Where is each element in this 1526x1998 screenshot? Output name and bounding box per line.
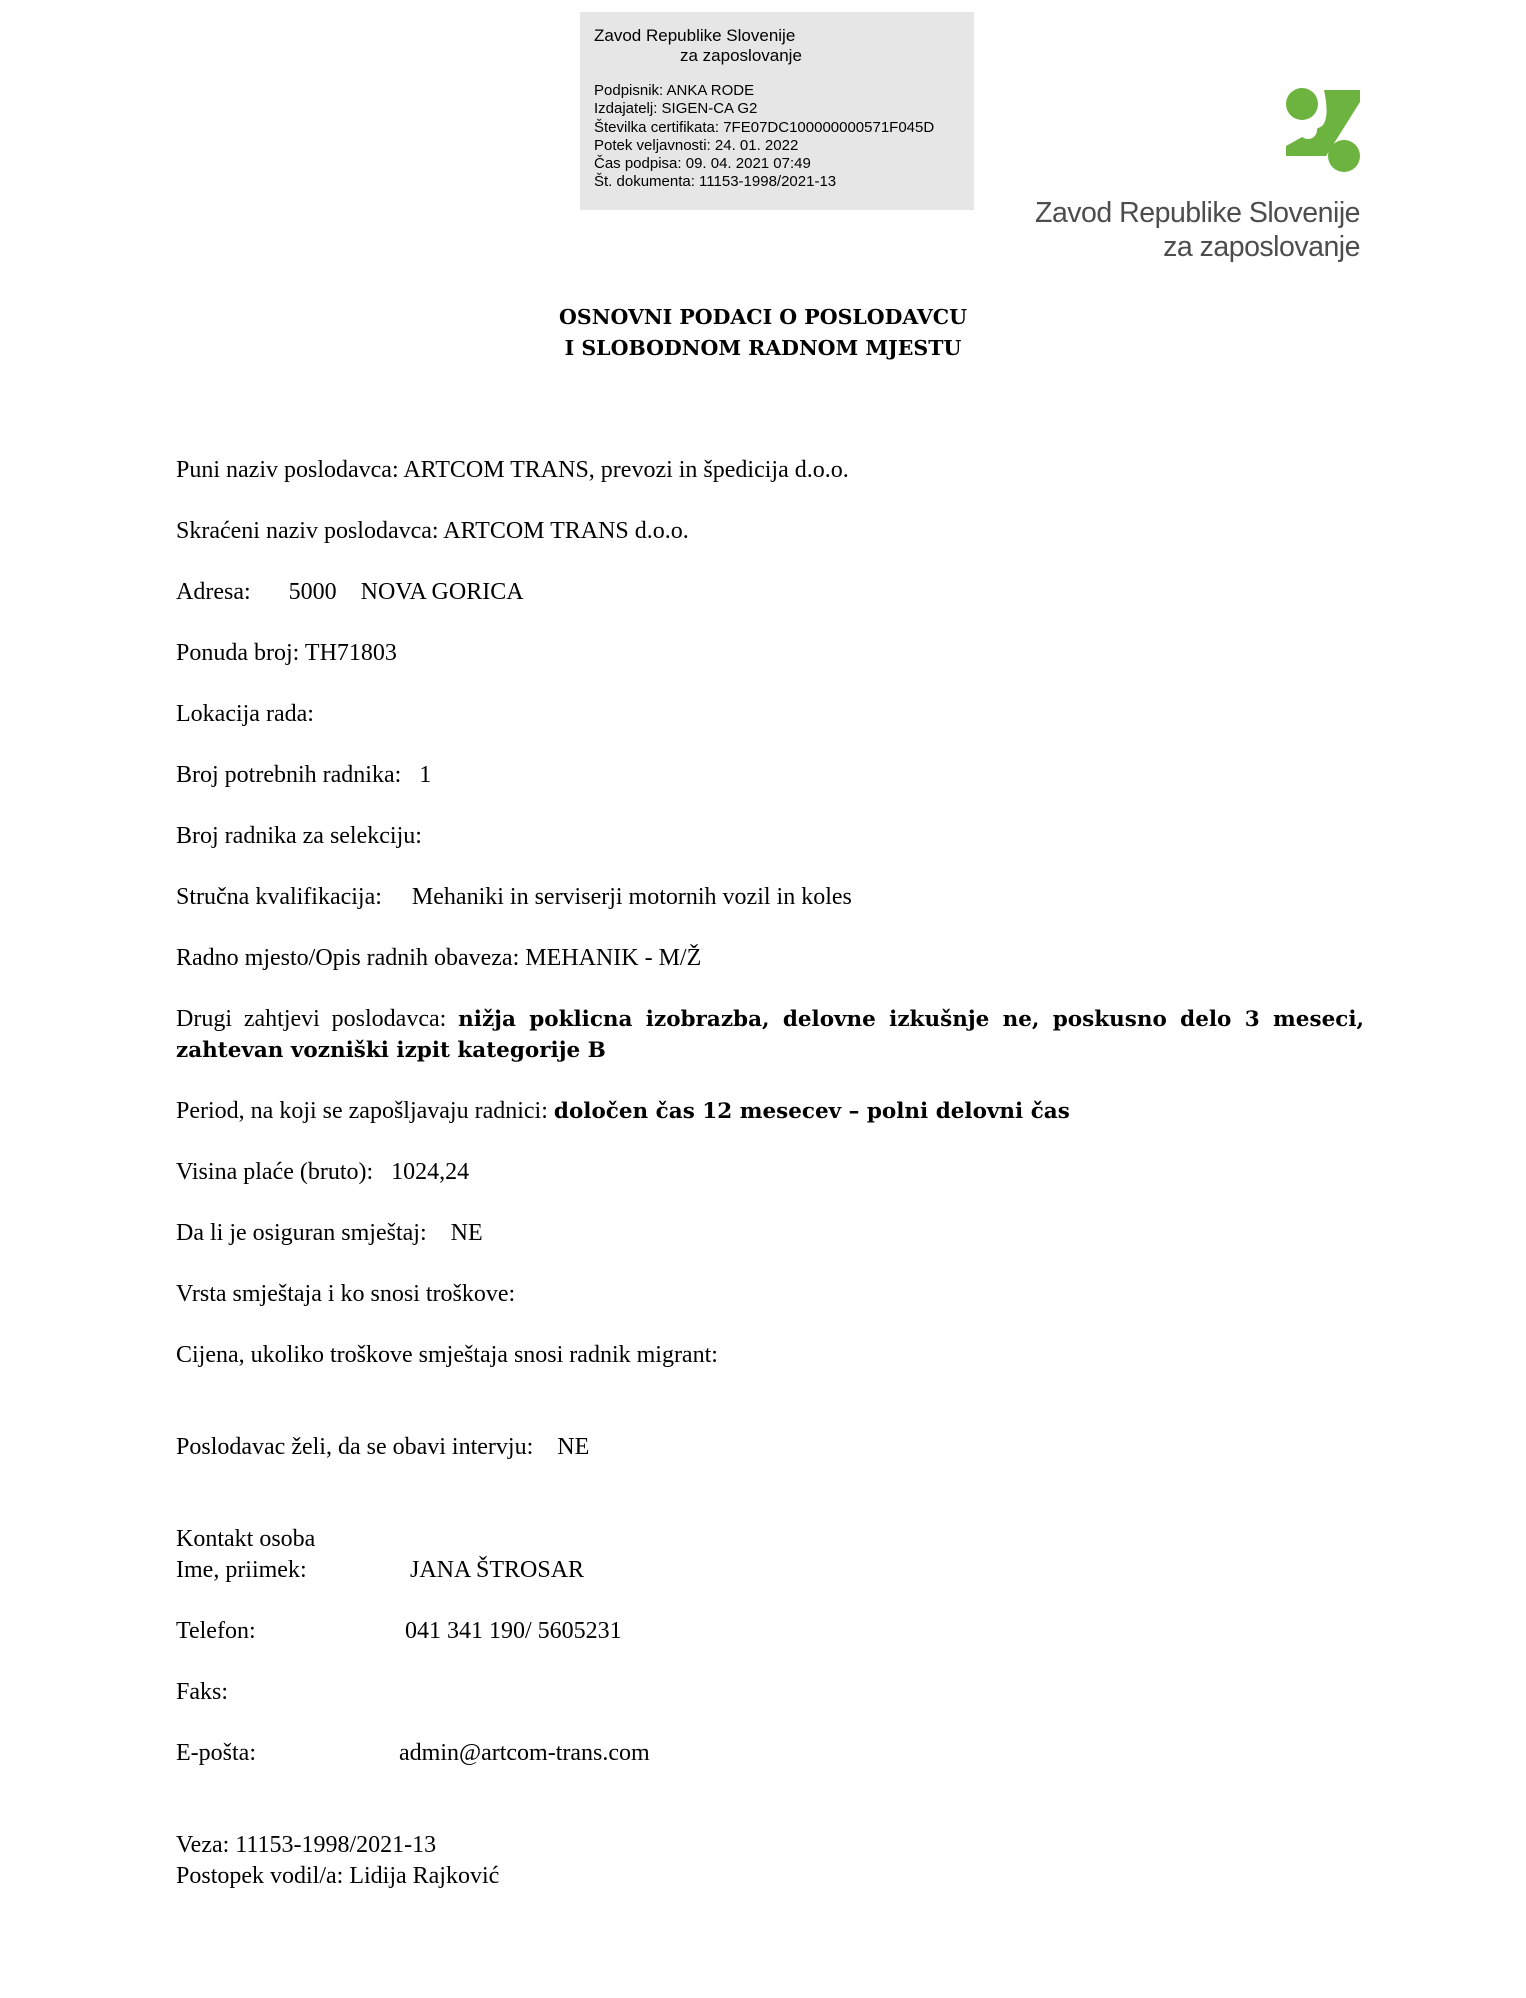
accommodation-row (176, 1218, 483, 1249)
interview-row (176, 1432, 589, 1463)
contact-fax-row (176, 1677, 228, 1708)
zrss-logo (1030, 86, 1360, 266)
logo-line2: za zaposlovanje (1163, 231, 1360, 263)
period-label: Period, na koji se zapošljavaju radnici: (176, 1098, 548, 1124)
address-city: NOVA GORICA (360, 579, 524, 605)
salary-row (176, 1157, 469, 1188)
selection-label: Broj radnika za selekciju: (176, 823, 422, 849)
signature-org-line2: za zaposlovanje (680, 46, 802, 65)
period-row (176, 1096, 1070, 1127)
title-line2: I SLOBODNOM RADNOM MJESTU (564, 336, 962, 360)
selection-row (176, 821, 422, 852)
offer-label: Ponuda broj: (176, 640, 300, 666)
contact-heading: Kontakt osoba (176, 1526, 316, 1552)
accommodation-value: NE (450, 1220, 483, 1246)
logo-line1: Zavod Republike Slovenije (1035, 197, 1360, 229)
contact-email-value: admin@artcom-trans.com (399, 1740, 650, 1766)
digital-signature-stamp (580, 12, 974, 210)
contact-name-row (176, 1555, 307, 1586)
address-zip: 5000 (288, 579, 337, 605)
signature-signer: Podpisnik: ANKA RODE (594, 82, 755, 99)
accommodation-price-label: Cijena, ukoliko troškove smještaja snosi radnik migrant: (176, 1342, 718, 1368)
qualification-row (176, 882, 852, 913)
workers-needed-label: Broj potrebnih radnika: (176, 762, 402, 788)
full-name-value: ARTCOM TRANS, prevozi in špedicija d.o.o. (403, 457, 849, 483)
accommodation-type-label: Vrsta smještaja i ko snosi troškove: (176, 1281, 516, 1307)
qualification-value: Mehaniki in serviserji motornih vozil in koles (411, 884, 852, 910)
zrss-logo-icon (1280, 86, 1360, 176)
handled-by-line: Postopek vodil/a: Lidija Rajković (176, 1863, 500, 1889)
signature-certificate-number: Številka certifikata: 7FE07DC100000000571F045D (594, 118, 935, 136)
contact-phone-row (176, 1616, 256, 1647)
position-label: Radno mjesto/Opis radnih obaveza: (176, 945, 520, 971)
short-name-label: Skraćeni naziv poslodavca: (176, 518, 439, 544)
contact-name-label: Ime, priimek: (176, 1557, 307, 1583)
position-value: MEHANIK - M/Ž (525, 945, 702, 971)
offer-value: TH71803 (304, 640, 397, 666)
full-name-label: Puni naziv poslodavca: (176, 457, 399, 483)
contact-fax-label: Faks: (176, 1679, 229, 1705)
salary-label: Visina plaće (bruto): (176, 1159, 374, 1185)
accommodation-price-row (176, 1340, 718, 1371)
signature-expiry: Potek veljavnosti: 24. 01. 2022 (594, 136, 799, 154)
signature-issuer: Izdajatelj: SIGEN-CA G2 (594, 100, 758, 118)
contact-email-label: E-pošta: (176, 1740, 256, 1766)
title-line1: OSNOVNI PODACI O POSLODAVCU (559, 305, 967, 329)
offer-row (176, 638, 397, 669)
reference-line: Veza: 11153-1998/2021-13 (176, 1832, 437, 1858)
workers-needed-row (176, 760, 431, 791)
requirements-label: Drugi zahtjevi poslodavca: (176, 1006, 447, 1032)
contact-phone-label: Telefon: (176, 1618, 256, 1644)
location-row (176, 699, 314, 730)
qualification-label: Stručna kvalifikacija: (176, 884, 382, 910)
accommodation-label: Da li je osiguran smještaj: (176, 1220, 427, 1246)
interview-label: Poslodavac želi, da se obavi intervju: (176, 1434, 534, 1460)
signature-document-number: Št. dokumenta: 11153-1998/2021-13 (594, 173, 837, 191)
signature-details (594, 82, 960, 192)
logo-wordmark (1035, 196, 1360, 264)
short-name-value: ARTCOM TRANS d.o.o. (443, 518, 689, 544)
contact-phone-value: 041 341 190/ 5605231 (405, 1618, 622, 1644)
signature-time: Čas podpisa: 09. 04. 2021 07:49 (594, 155, 811, 173)
address-row (176, 577, 524, 608)
full-name-row (176, 455, 849, 486)
accommodation-type-row (176, 1279, 515, 1310)
salary-value: 1024,24 (391, 1159, 470, 1185)
short-name-row (176, 516, 689, 547)
document-title (0, 302, 1526, 364)
location-label: Lokacija rada: (176, 701, 314, 727)
contact-email-row (176, 1738, 256, 1769)
period-value: določen čas 12 mesecev – polni delovni čas (553, 1099, 1070, 1124)
contact-name-value: JANA ŠTROSAR (410, 1557, 585, 1583)
address-label: Adresa: (176, 579, 251, 605)
requirements-row (176, 1004, 1364, 1066)
position-row (176, 943, 701, 974)
signature-org-line1: Zavod Republike Slovenije (594, 26, 796, 45)
interview-value: NE (557, 1434, 590, 1460)
requirements-value: nižja poklicna izobrazba, delovne izkušnje ne, poskusno delo 3 meseci, zahtevan vozniški izpit kategorije B (176, 1007, 1364, 1063)
workers-needed-value: 1 (419, 762, 432, 788)
